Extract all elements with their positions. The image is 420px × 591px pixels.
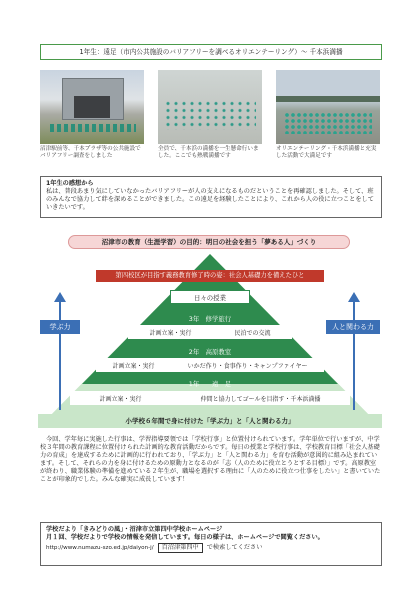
tier-grade2-title — [140, 345, 280, 357]
grade3-title: 3年 修学旅行 — [188, 314, 232, 323]
tier-daily-lessons-label: 日々の授業 — [194, 293, 226, 302]
relationship-power-label — [326, 320, 380, 334]
tier-daily-lessons — [170, 290, 250, 304]
photo-caption-3: オリエンテーリング・千本浜満播と充実した活動で大満足です — [276, 146, 377, 159]
grade3-item-1: 計画立案・実行 — [149, 329, 192, 337]
impressions-body: 私は、普段あまり気にしていなかったバリアフリーが人の支えになるものだということを再確認しました。そして、班のみんなで協力して絆を深めることができました。この遠足を経験したことにより、これから人の役に立つことをしていきたいです。 — [46, 188, 374, 211]
education-goal-text: 沼津市の教育（生涯学習）の目的：明日の社会を担う「夢ある人」づくり — [101, 238, 317, 246]
tier-grade3-row — [128, 325, 292, 339]
tier-grade3-title — [154, 312, 266, 324]
impressions-box — [40, 176, 382, 218]
search-hint: 百沼津第四中 — [161, 544, 199, 551]
footer-line2: 月１回、学校だよりで学校の情報を発信しています。毎日の様子は、ホームページで閲覧ください。 — [46, 534, 324, 541]
footer-line1: 学校だより「きみどりの風」・沼津市立第四中学校ホームページ — [46, 526, 223, 533]
search-suffix: で検索してください — [206, 544, 263, 551]
photo-caption-1: 沼津駅前等、千本プラザ等の公共施設でバリアフリー調査をしました — [40, 146, 141, 159]
article-header — [40, 44, 382, 60]
photo-caption-2: 全員で、千本浜の満播を一生懸命行いました。ここでも熱戦満播です — [158, 146, 259, 159]
grade2-item-2: いかだ作り・食事作り・キャンプファイヤー — [187, 362, 308, 370]
relationship-power-text: 人と関わる力 — [332, 323, 374, 331]
school-goal-band — [96, 270, 324, 282]
footer-url-row — [46, 543, 376, 553]
photo-beach-group — [158, 70, 262, 144]
homepage-link[interactable]: http://www.numazu-szo.ed.jp/daiyon-j/ — [46, 545, 154, 551]
pyramid-base — [38, 414, 382, 428]
grade1-title: 1年 遠 足 — [188, 379, 232, 388]
grade1-item-2: 仲間と協力してゴールを目指す・千本浜満播 — [200, 395, 321, 403]
grade2-title: 2年 高原教室 — [188, 347, 232, 356]
tier-grade1-row — [70, 391, 350, 405]
left-arrow-icon — [50, 292, 70, 412]
summary-paragraph: 今回、学年毎に実施した行事は、学習指導要領では「学校行事」と位置付けられています。学年単位で行いますが、中学校３年間の教育課程に位置付けられた計画的な教育活動だからです。毎日の授業と学校行事は、学校教育目標「社会人基礎力の育成」を達成するために計画的に行われており、「学ぶ力」と「人と関わる力」を育む活動が意図的に組み込まれています。そして、それらの力を身に付けるための原動力となるのが「志（人のために役立とうとする目標）」です。高原教室が終わり、職業体験の準備を進めている２年生が、職場を選択する理由に「人のために役立つ仕事をしたい」と書いていたことが印象的でした。みんな確実に成長しています！ — [40, 436, 381, 483]
footer-box — [40, 522, 382, 566]
grade1-item-1: 計画立案・実行 — [99, 395, 142, 403]
impressions-title: 1年生の感想から — [46, 180, 94, 187]
grade3-item-2: 民泊での交流 — [234, 329, 271, 337]
pyramid-base-text: 小学校６年間で身に付けた「学ぶ力」と「人と関わる力」 — [125, 417, 295, 425]
photo-building — [40, 70, 144, 144]
grade2-item-1: 計画立案・実行 — [112, 362, 155, 370]
learning-power-text: 学ぶ力 — [49, 323, 71, 331]
education-goal-banner — [68, 235, 350, 249]
tier-grade1-title — [140, 377, 280, 389]
article-title: 1年生：遠足（市内公共施設のバリアフリーを調べるオリエンテーリング）～ 千本浜満播 — [79, 48, 343, 56]
school-goal-text: 第四校区が目指す義務教育修了時の姿：社会人基礎力を備えたひと — [115, 272, 305, 279]
photo-class — [276, 70, 380, 144]
search-hint-box — [158, 543, 203, 553]
learning-power-label — [40, 320, 80, 334]
right-arrow-icon — [344, 292, 364, 412]
tier-grade2-row — [96, 358, 324, 372]
